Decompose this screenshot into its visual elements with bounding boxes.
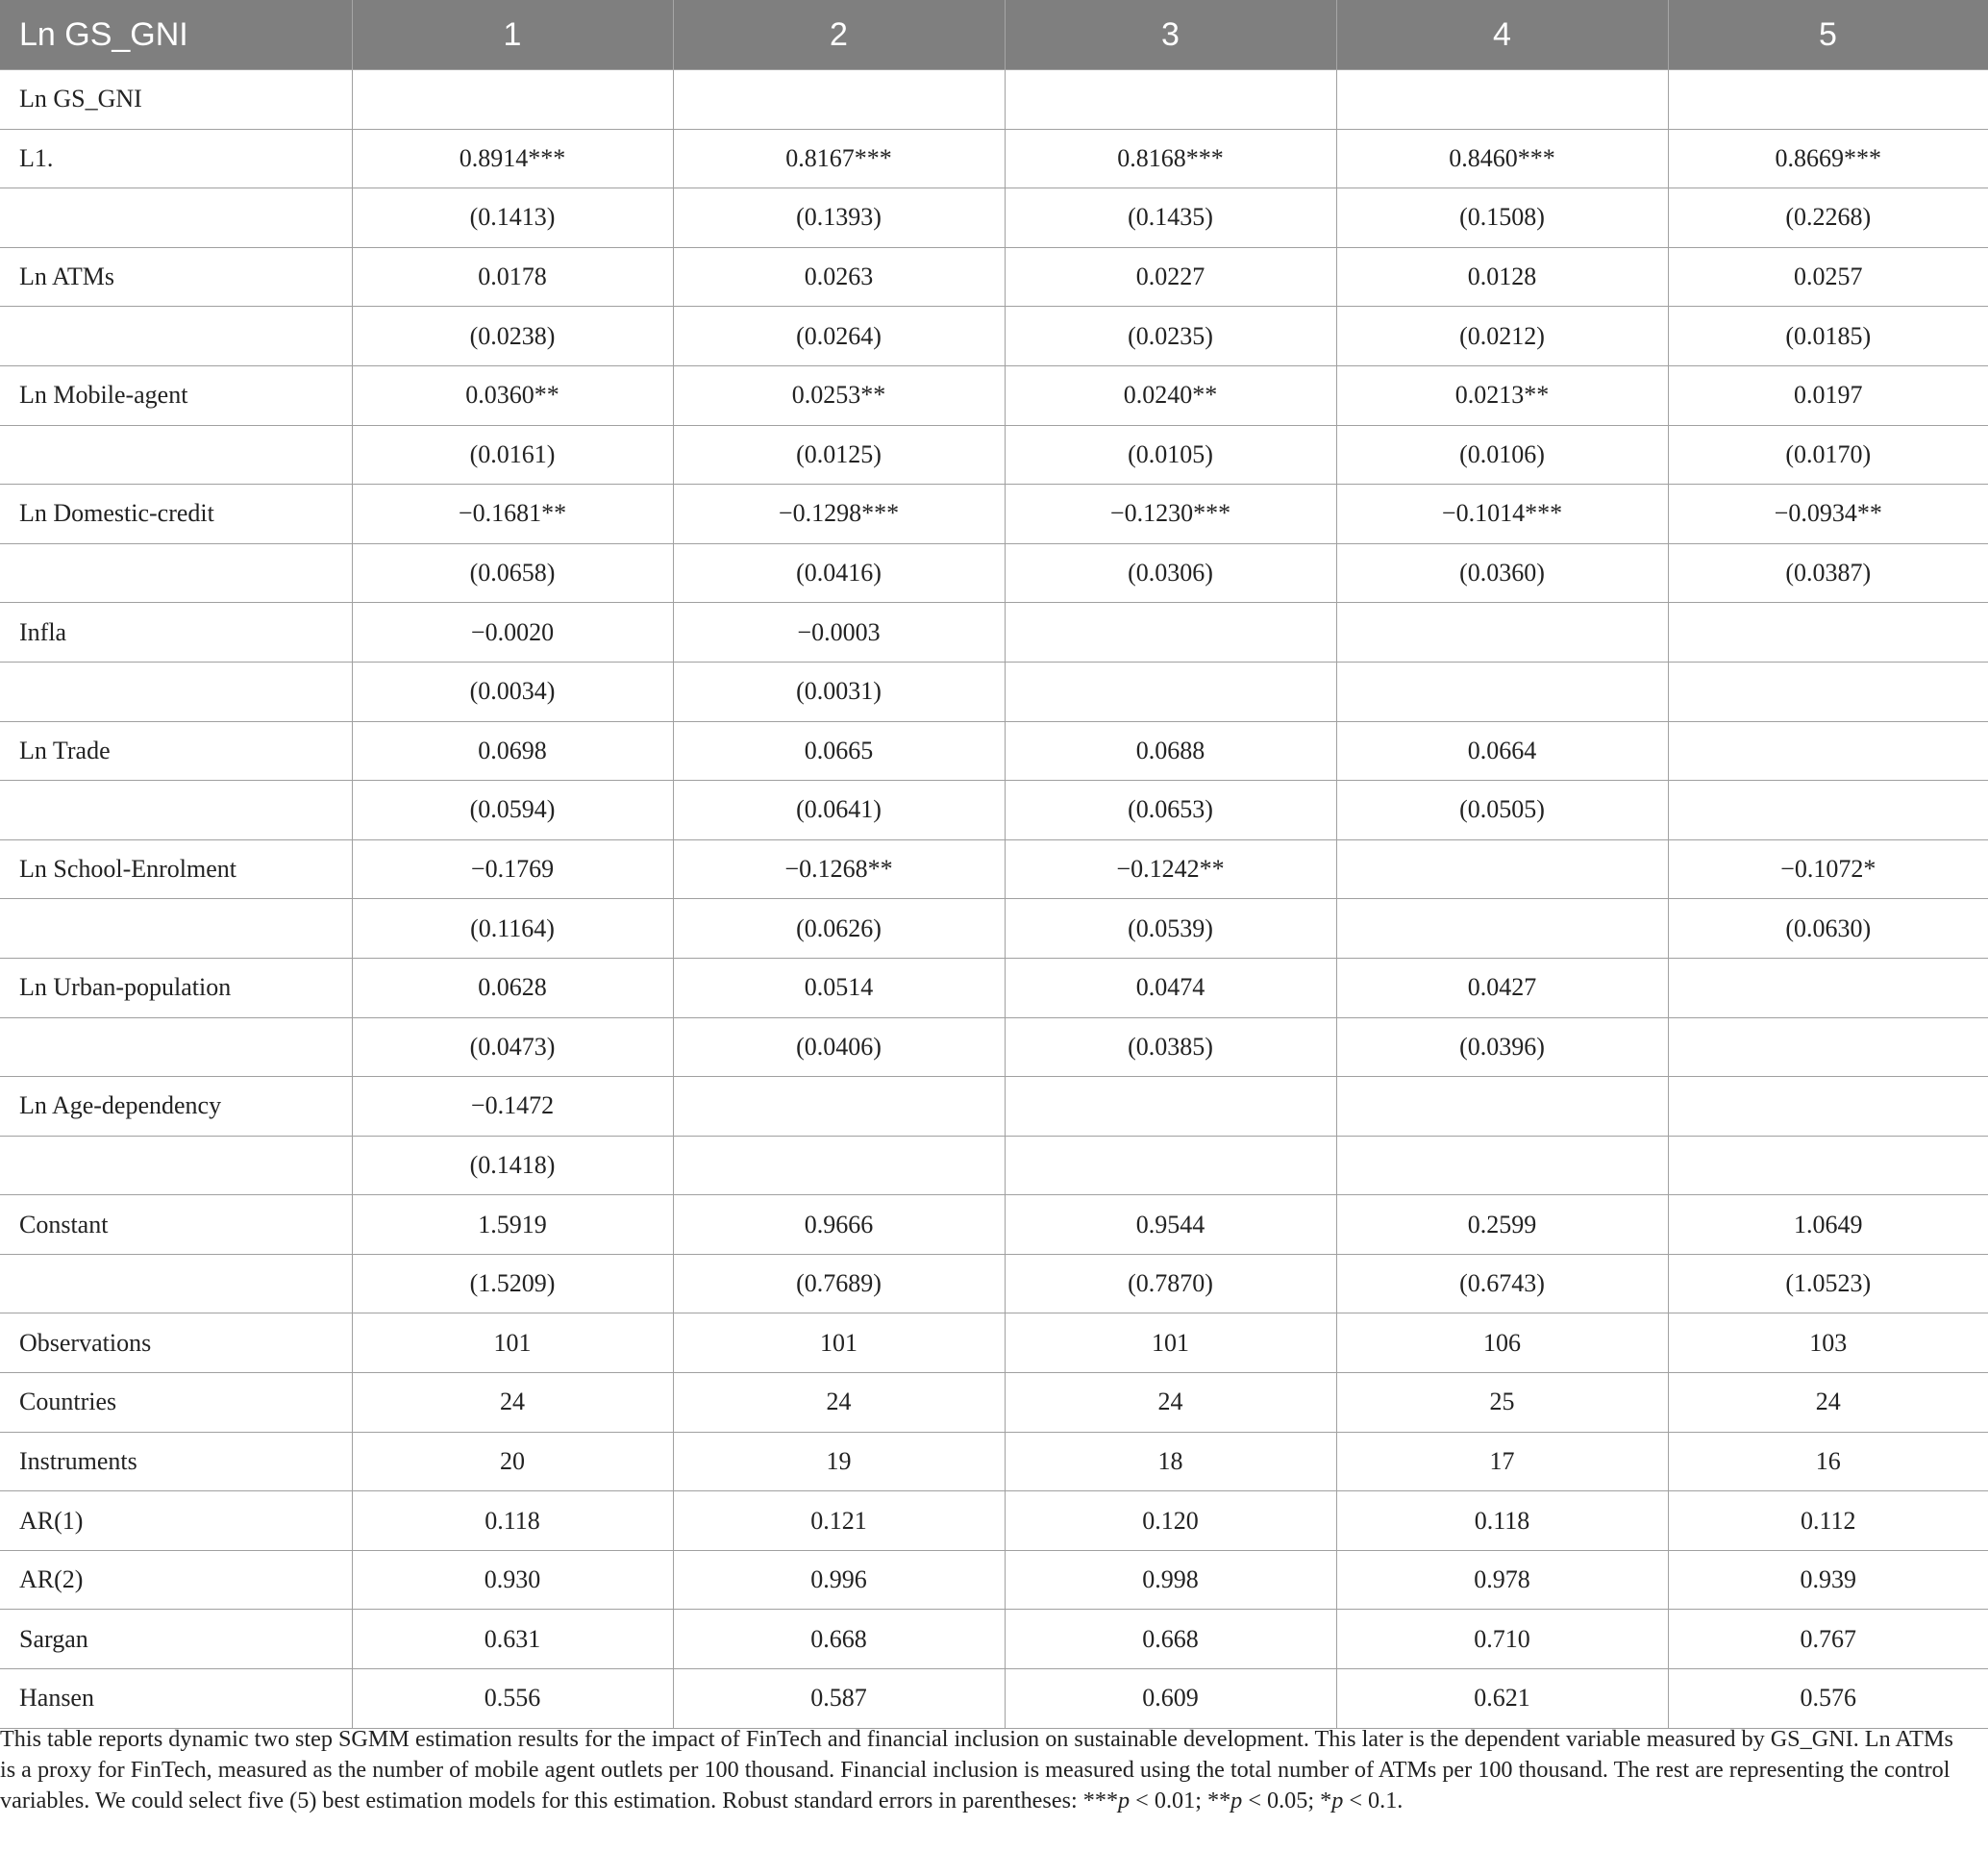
table-cell: 19 bbox=[673, 1432, 1005, 1491]
table-cell: (0.0170) bbox=[1668, 425, 1988, 485]
table-cell bbox=[1668, 781, 1988, 840]
table-cell bbox=[1336, 1077, 1668, 1137]
table-cell: (0.1164) bbox=[352, 899, 673, 959]
table-cell bbox=[673, 70, 1005, 130]
table-body bbox=[0, 70, 1988, 1729]
table-row bbox=[0, 1254, 1988, 1313]
table-cell: (0.0105) bbox=[1005, 425, 1336, 485]
row-label: Ln Domestic-credit bbox=[0, 485, 352, 544]
table-cell bbox=[673, 1136, 1005, 1195]
table-cell: 0.556 bbox=[352, 1669, 673, 1729]
table-cell bbox=[1668, 958, 1988, 1017]
table-cell: −0.1268** bbox=[673, 839, 1005, 899]
table-cell: −0.0003 bbox=[673, 603, 1005, 663]
table-row bbox=[0, 1550, 1988, 1610]
table-cell: 0.2599 bbox=[1336, 1195, 1668, 1255]
table-cell: (0.1508) bbox=[1336, 188, 1668, 248]
table-cell: (0.0630) bbox=[1668, 899, 1988, 959]
table-cell bbox=[1005, 662, 1336, 721]
table-cell: (0.0539) bbox=[1005, 899, 1336, 959]
table-cell: 0.668 bbox=[673, 1610, 1005, 1669]
row-label: Instruments bbox=[0, 1432, 352, 1491]
sig-stars: ** bbox=[1206, 1788, 1231, 1813]
table-cell: 0.0664 bbox=[1336, 721, 1668, 781]
table-cell: (0.0387) bbox=[1668, 543, 1988, 603]
table-cell: 0.631 bbox=[352, 1610, 673, 1669]
table-cell: 1.5919 bbox=[352, 1195, 673, 1255]
table-cell bbox=[1668, 1136, 1988, 1195]
table-cell: 0.0427 bbox=[1336, 958, 1668, 1017]
table-row bbox=[0, 781, 1988, 840]
table-row bbox=[0, 603, 1988, 663]
table-cell bbox=[1336, 1136, 1668, 1195]
table-row bbox=[0, 365, 1988, 425]
table-row bbox=[0, 721, 1988, 781]
table-cell: (0.0385) bbox=[1005, 1017, 1336, 1077]
table-cell bbox=[1005, 1077, 1336, 1137]
table-cell: 0.0263 bbox=[673, 247, 1005, 307]
row-label bbox=[0, 781, 352, 840]
sig-threshold: < 0.05 bbox=[1242, 1788, 1308, 1813]
table-cell: 101 bbox=[1005, 1313, 1336, 1373]
footnote-text: This table reports dynamic two step SGMM estimation results for the impact of FinTech and financial inclusion on sustainable development. This later is the dependent variable measured by GS_GNI. Ln ATMs is a proxy for FinTech, measured as the number of mobile agent outlets per 100 thousand. Financial inclusion is measured using the total number of ATMs per 100 thousand. The rest are representing the control variables. We could select five (5) best estimation models for this estimation. Robust standard errors in parentheses: bbox=[0, 1726, 1953, 1813]
table-row bbox=[0, 1077, 1988, 1137]
row-label bbox=[0, 662, 352, 721]
table-cell: 0.8460*** bbox=[1336, 129, 1668, 188]
table-row bbox=[0, 70, 1988, 130]
table-cell: 0.996 bbox=[673, 1550, 1005, 1610]
table-cell bbox=[1005, 70, 1336, 130]
row-label: Ln ATMs bbox=[0, 247, 352, 307]
table-cell bbox=[1336, 839, 1668, 899]
table-cell: (0.1418) bbox=[352, 1136, 673, 1195]
table-cell: (0.1393) bbox=[673, 188, 1005, 248]
significance-notes bbox=[1083, 1788, 1404, 1813]
table-cell: 0.978 bbox=[1336, 1550, 1668, 1610]
table-cell bbox=[1336, 899, 1668, 959]
table-cell: −0.1242** bbox=[1005, 839, 1336, 899]
header-model-3: 3 bbox=[1005, 0, 1336, 70]
table-cell: (0.0416) bbox=[673, 543, 1005, 603]
table-cell: −0.1014*** bbox=[1336, 485, 1668, 544]
row-label: Infla bbox=[0, 603, 352, 663]
table-cell: 20 bbox=[352, 1432, 673, 1491]
table-cell: 103 bbox=[1668, 1313, 1988, 1373]
table-row bbox=[0, 1491, 1988, 1551]
table-cell bbox=[1668, 603, 1988, 663]
table-row bbox=[0, 1017, 1988, 1077]
table-cell: (0.0626) bbox=[673, 899, 1005, 959]
table-footnote bbox=[0, 1724, 1971, 1816]
table-row bbox=[0, 1136, 1988, 1195]
table-cell: (0.6743) bbox=[1336, 1254, 1668, 1313]
table-cell: 0.8168*** bbox=[1005, 129, 1336, 188]
table-cell: 0.0213** bbox=[1336, 365, 1668, 425]
table-cell: (0.0161) bbox=[352, 425, 673, 485]
table-cell: (0.0238) bbox=[352, 307, 673, 366]
table-cell: 0.0253** bbox=[673, 365, 1005, 425]
table-cell: −0.0934** bbox=[1668, 485, 1988, 544]
table-header bbox=[0, 0, 1988, 70]
table-cell bbox=[1668, 1017, 1988, 1077]
row-label bbox=[0, 425, 352, 485]
table-cell: 25 bbox=[1336, 1373, 1668, 1433]
table-cell: 0.710 bbox=[1336, 1610, 1668, 1669]
table-cell: 0.621 bbox=[1336, 1669, 1668, 1729]
table-cell: 0.8167*** bbox=[673, 129, 1005, 188]
table-cell: −0.1472 bbox=[352, 1077, 673, 1137]
row-label bbox=[0, 1017, 352, 1077]
table-cell: 1.0649 bbox=[1668, 1195, 1988, 1255]
table-cell: 24 bbox=[1668, 1373, 1988, 1433]
table-cell: (0.2268) bbox=[1668, 188, 1988, 248]
row-label bbox=[0, 307, 352, 366]
table-cell: −0.1769 bbox=[352, 839, 673, 899]
table-cell: (0.7870) bbox=[1005, 1254, 1336, 1313]
table-row bbox=[0, 899, 1988, 959]
table-row bbox=[0, 1610, 1988, 1669]
table-cell: 24 bbox=[352, 1373, 673, 1433]
row-label bbox=[0, 543, 352, 603]
table-cell: 0.609 bbox=[1005, 1669, 1336, 1729]
table-cell: 0.998 bbox=[1005, 1550, 1336, 1610]
table-cell: 0.939 bbox=[1668, 1550, 1988, 1610]
table-cell: (0.0360) bbox=[1336, 543, 1668, 603]
table-cell: 0.0257 bbox=[1668, 247, 1988, 307]
sig-separator: ; bbox=[1307, 1788, 1321, 1813]
table-cell: 106 bbox=[1336, 1313, 1668, 1373]
table-cell: 0.587 bbox=[673, 1669, 1005, 1729]
row-label bbox=[0, 1254, 352, 1313]
table-cell: −0.1298*** bbox=[673, 485, 1005, 544]
table-row bbox=[0, 1373, 1988, 1433]
table-cell bbox=[1668, 70, 1988, 130]
row-label: Ln Trade bbox=[0, 721, 352, 781]
table-cell: 0.0514 bbox=[673, 958, 1005, 1017]
table-cell: (0.0641) bbox=[673, 781, 1005, 840]
table-cell bbox=[1336, 70, 1668, 130]
table-cell: (1.0523) bbox=[1668, 1254, 1988, 1313]
table-cell bbox=[1005, 603, 1336, 663]
row-label: Ln School-Enrolment bbox=[0, 839, 352, 899]
table-cell bbox=[673, 1077, 1005, 1137]
table-cell: 0.112 bbox=[1668, 1491, 1988, 1551]
table-cell: 101 bbox=[673, 1313, 1005, 1373]
sig-variable: p bbox=[1230, 1788, 1243, 1813]
table-cell: 0.0698 bbox=[352, 721, 673, 781]
header-model-1: 1 bbox=[352, 0, 673, 70]
table-cell: 0.0688 bbox=[1005, 721, 1336, 781]
table-cell: (0.0031) bbox=[673, 662, 1005, 721]
row-label: L1. bbox=[0, 129, 352, 188]
header-model-5: 5 bbox=[1668, 0, 1988, 70]
table-cell: (0.0235) bbox=[1005, 307, 1336, 366]
table-cell: −0.1681** bbox=[352, 485, 673, 544]
table-cell: 0.0240** bbox=[1005, 365, 1336, 425]
row-label: Ln GS_GNI bbox=[0, 70, 352, 130]
header-model-4: 4 bbox=[1336, 0, 1668, 70]
row-label: Hansen bbox=[0, 1669, 352, 1729]
table-row bbox=[0, 485, 1988, 544]
row-label: Countries bbox=[0, 1373, 352, 1433]
row-label: Ln Mobile-agent bbox=[0, 365, 352, 425]
table-cell: 0.0360** bbox=[352, 365, 673, 425]
table-cell: 0.120 bbox=[1005, 1491, 1336, 1551]
table-cell: 0.0474 bbox=[1005, 958, 1336, 1017]
table-cell: 24 bbox=[1005, 1373, 1336, 1433]
table-cell bbox=[1005, 1136, 1336, 1195]
table-cell bbox=[1668, 721, 1988, 781]
table-row bbox=[0, 425, 1988, 485]
row-label: Ln Urban-population bbox=[0, 958, 352, 1017]
table-cell: −0.1230*** bbox=[1005, 485, 1336, 544]
header-model-2: 2 bbox=[673, 0, 1005, 70]
sig-separator: ; bbox=[1195, 1788, 1207, 1813]
table-cell: 0.118 bbox=[1336, 1491, 1668, 1551]
table-cell: 0.8669*** bbox=[1668, 129, 1988, 188]
table-cell: 0.767 bbox=[1668, 1610, 1988, 1669]
table-cell: (0.0212) bbox=[1336, 307, 1668, 366]
table-cell: (0.0106) bbox=[1336, 425, 1668, 485]
table-cell: −0.1072* bbox=[1668, 839, 1988, 899]
table-row bbox=[0, 307, 1988, 366]
table-cell bbox=[1336, 603, 1668, 663]
sig-separator: . bbox=[1397, 1788, 1404, 1813]
table-row bbox=[0, 839, 1988, 899]
table-cell: 0.0128 bbox=[1336, 247, 1668, 307]
table-cell: 101 bbox=[352, 1313, 673, 1373]
table-cell: 17 bbox=[1336, 1432, 1668, 1491]
table-row bbox=[0, 543, 1988, 603]
row-label: Ln Age-dependency bbox=[0, 1077, 352, 1137]
table-cell: (0.1413) bbox=[352, 188, 673, 248]
table-cell: (0.0473) bbox=[352, 1017, 673, 1077]
table-row bbox=[0, 247, 1988, 307]
table-cell: 0.576 bbox=[1668, 1669, 1988, 1729]
sig-threshold: < 0.1 bbox=[1343, 1788, 1398, 1813]
table-cell: (0.0185) bbox=[1668, 307, 1988, 366]
table-row bbox=[0, 1669, 1988, 1729]
row-label: Observations bbox=[0, 1313, 352, 1373]
table-cell: 0.118 bbox=[352, 1491, 673, 1551]
row-label bbox=[0, 1136, 352, 1195]
table-cell bbox=[1668, 1077, 1988, 1137]
row-label: Constant bbox=[0, 1195, 352, 1255]
table-cell: −0.0020 bbox=[352, 603, 673, 663]
sig-variable: p bbox=[1331, 1788, 1344, 1813]
table-row bbox=[0, 662, 1988, 721]
table-cell bbox=[1668, 662, 1988, 721]
row-label: Sargan bbox=[0, 1610, 352, 1669]
header-variable: Ln GS_GNI bbox=[0, 0, 352, 70]
sig-stars: *** bbox=[1082, 1788, 1119, 1813]
table-cell: 0.930 bbox=[352, 1550, 673, 1610]
table-row bbox=[0, 188, 1988, 248]
table-cell: 0.8914*** bbox=[352, 129, 673, 188]
table-cell: 0.0197 bbox=[1668, 365, 1988, 425]
table-cell: 0.0227 bbox=[1005, 247, 1336, 307]
table-cell: (0.0406) bbox=[673, 1017, 1005, 1077]
table-cell: 18 bbox=[1005, 1432, 1336, 1491]
table-cell: (0.0505) bbox=[1336, 781, 1668, 840]
table-row bbox=[0, 1432, 1988, 1491]
header-row bbox=[0, 0, 1988, 70]
table-cell: 0.668 bbox=[1005, 1610, 1336, 1669]
sig-variable: p bbox=[1118, 1788, 1131, 1813]
table-cell bbox=[352, 70, 673, 130]
table-cell: 16 bbox=[1668, 1432, 1988, 1491]
table-cell: (0.0658) bbox=[352, 543, 673, 603]
row-label: AR(1) bbox=[0, 1491, 352, 1551]
sig-threshold: < 0.01 bbox=[1130, 1788, 1196, 1813]
table-cell: (0.0034) bbox=[352, 662, 673, 721]
table-cell: 0.0665 bbox=[673, 721, 1005, 781]
table-row bbox=[0, 129, 1988, 188]
table-cell: (1.5209) bbox=[352, 1254, 673, 1313]
row-label: AR(2) bbox=[0, 1550, 352, 1610]
table-cell: (0.0594) bbox=[352, 781, 673, 840]
table-cell: (0.0396) bbox=[1336, 1017, 1668, 1077]
table-cell: 0.0628 bbox=[352, 958, 673, 1017]
table-cell: 0.9544 bbox=[1005, 1195, 1336, 1255]
table-row bbox=[0, 1313, 1988, 1373]
table-cell: (0.7689) bbox=[673, 1254, 1005, 1313]
sig-stars: * bbox=[1320, 1788, 1332, 1813]
row-label bbox=[0, 188, 352, 248]
table-cell bbox=[1336, 662, 1668, 721]
table-cell: 0.9666 bbox=[673, 1195, 1005, 1255]
table-cell: 0.0178 bbox=[352, 247, 673, 307]
table-cell: (0.0125) bbox=[673, 425, 1005, 485]
table-cell: 0.121 bbox=[673, 1491, 1005, 1551]
table-cell: 24 bbox=[673, 1373, 1005, 1433]
table-row bbox=[0, 958, 1988, 1017]
table-row bbox=[0, 1195, 1988, 1255]
row-label bbox=[0, 899, 352, 959]
table-cell: (0.0653) bbox=[1005, 781, 1336, 840]
table-cell: (0.1435) bbox=[1005, 188, 1336, 248]
table-cell: (0.0306) bbox=[1005, 543, 1336, 603]
table-cell: (0.0264) bbox=[673, 307, 1005, 366]
